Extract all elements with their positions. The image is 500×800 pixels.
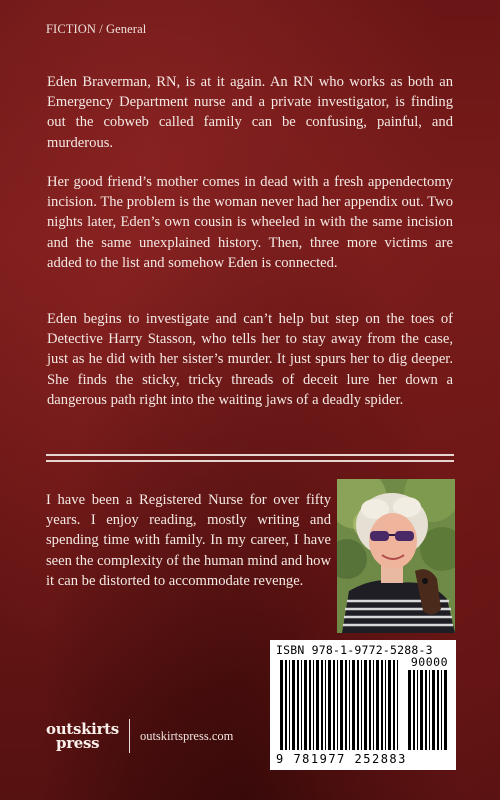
barcode-bar <box>429 670 430 750</box>
isbn-label: ISBN 978-1-9772-5288-3 <box>276 643 433 657</box>
blurb-text: Her good friend’s mother comes in dead with a fresh appendectomy incision. The problem is the woman never had her appendix out. Two nights later, Eden’s own cousin is wheeled in with the same incision and the same unexplained history. Then, three more victims are added to the list and somehow Eden is connected. <box>47 174 453 271</box>
barcode-bar <box>385 660 386 750</box>
publisher-block <box>46 716 233 756</box>
publisher-url: outskirtspress.com <box>139 728 234 743</box>
barcode-bar <box>325 660 326 750</box>
barcode-bar <box>316 660 319 750</box>
barcode-bar <box>301 660 302 750</box>
blurb-text: Eden begins to investigate and can’t help but step on the toes of Detective Harry Stasson, who tells her to stay away from the case, just as he did with her sister’s murder. It just spurs her to dig deeper. She finds the sticky, tricky threads of deceit lure her down a dangerous path right into the waiting jaws of a deadly spider. <box>47 311 453 408</box>
double-rule-divider <box>46 454 454 463</box>
barcode-bar <box>420 670 423 750</box>
category-label: FICTION / General <box>46 22 147 36</box>
barcode-bar <box>328 660 331 750</box>
barcode-bar <box>304 660 307 750</box>
price-code: 90000 <box>410 655 448 669</box>
isbn-barcode <box>270 640 456 770</box>
barcode-bar <box>408 670 411 750</box>
barcode-bar <box>437 670 439 750</box>
barcode-bar <box>289 660 290 750</box>
barcode-bar <box>285 660 287 750</box>
blurb-paragraph-3 <box>47 309 453 410</box>
publisher-separator <box>129 719 130 753</box>
barcode-bar <box>369 660 371 750</box>
author-bio-text: I have been a Registered Nurse for over fifty years. I enjoy reading, mostly writing and spending time with family. In my career, I have seen the complexity of the human mind and how it can be distorted to accommodate revenge. <box>46 492 331 589</box>
barcode-bar <box>292 660 295 750</box>
barcode-bar <box>352 660 355 750</box>
barcode-bar <box>297 660 299 750</box>
barcode-bar <box>357 660 359 750</box>
barcode-bars <box>270 640 456 770</box>
blurb-paragraph-2 <box>47 172 453 273</box>
barcode-bar <box>417 670 418 750</box>
barcode-bar <box>381 660 383 750</box>
barcode-bar <box>361 660 362 750</box>
publisher-logo <box>46 722 119 750</box>
barcode-bar <box>432 670 435 750</box>
barcode-bar <box>444 670 447 750</box>
blurb-paragraph-1 <box>47 72 453 153</box>
barcode-bar <box>313 660 314 750</box>
logo-word-bottom: press <box>56 734 100 752</box>
barcode-bar <box>441 670 442 750</box>
barcode-bar <box>413 670 415 750</box>
barcode-bar <box>340 660 343 750</box>
barcode-bar <box>388 660 391 750</box>
barcode-bar <box>321 660 323 750</box>
barcode-bar <box>425 670 427 750</box>
author-photo-illustration <box>337 479 455 633</box>
barcode-bar <box>364 660 367 750</box>
barcode-bar <box>333 660 335 750</box>
barcode-digits: 9 781977 252883 <box>276 752 407 766</box>
barcode-bar <box>280 660 283 750</box>
barcode-bar <box>397 660 398 750</box>
blurb-text: Eden Braverman, RN, is at it again. An RN who works as both an Emergency Department nurse and a private investigator, is finding out the cobweb called family can be confusing, painful, and murderous. <box>47 74 453 151</box>
author-photo <box>337 479 455 633</box>
author-bio <box>46 490 331 591</box>
barcode-bar <box>373 660 374 750</box>
barcode-bar <box>309 660 311 750</box>
barcode-bar <box>376 660 379 750</box>
divider-line <box>46 460 454 462</box>
barcode-bar <box>337 660 338 750</box>
barcode-bar <box>345 660 347 750</box>
logo-word-top: outskirts <box>46 720 119 738</box>
divider-line <box>46 454 454 456</box>
barcode-bar <box>393 660 395 750</box>
barcode-bar <box>349 660 350 750</box>
